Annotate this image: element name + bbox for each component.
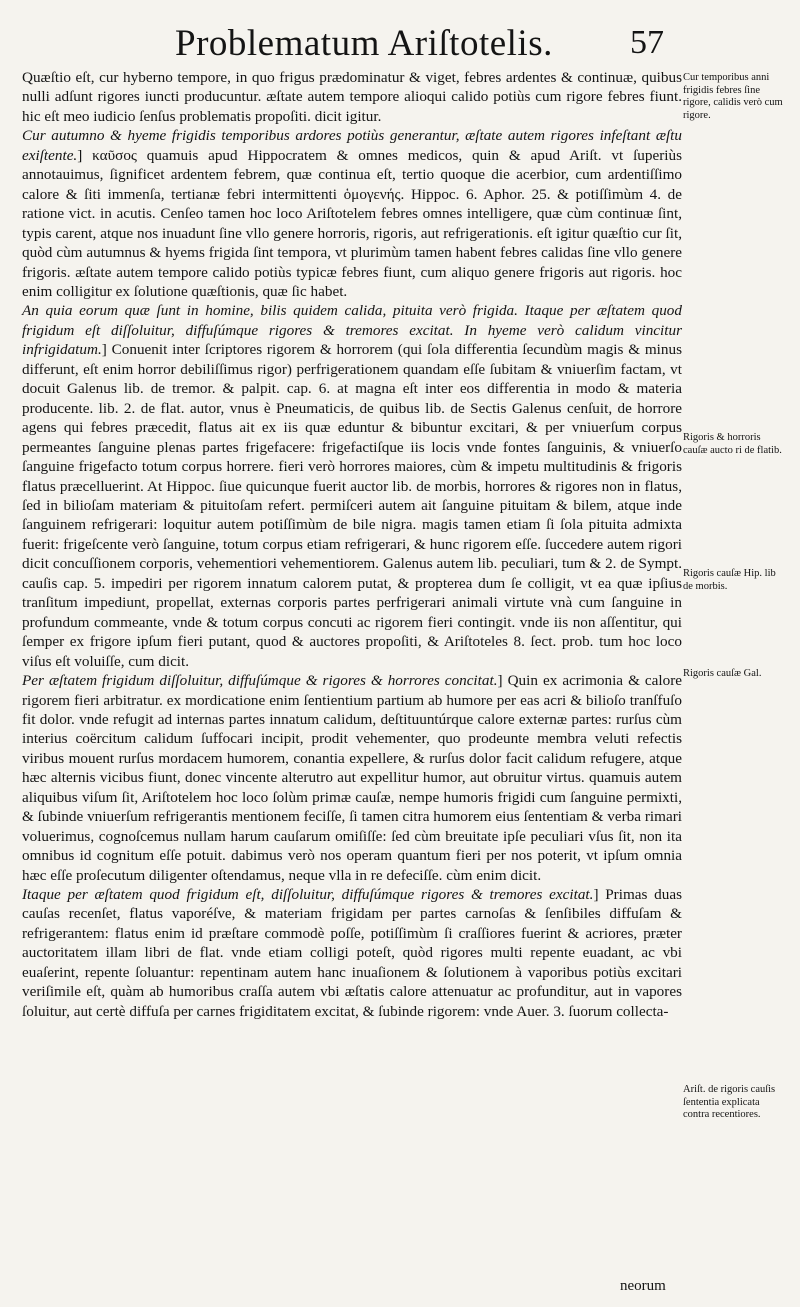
lemma-italic: Cur autumno & hyeme frigidis temporibus ardores potiùs generantur, æſtate autem rigores infeſtant æſtu exiſtente. [22,127,682,164]
margin-note-5: Ariſt. de rigoris cauſis ſententia explicata contra recentiores. [683,1084,776,1120]
lemma-italic: An quia eorum quæ ſunt in homine, bilis quidem calida, pituita verò frigida. Itaque per æſtatem quod frigidum eſt diſſoluitur, diffuſúmque rigores & tremores excitat. In hyeme verò calidum vincitur infrigidatum. [22,302,682,359]
paragraph-3 [22,301,682,671]
paragraph-text: ] καῦσος quamuis apud Hippocratem & omnes medicos, quin & apud Ariſt. vt ſuperiùs annotauimus, ſignificet ardentem febrem, quæ continua eſt, tertio quoque die acerbior, cum ardentiſſimo calore & ſiti immenſa, tertianæ febri intermittenti ὁμογενής. Hippoc. 6. Aphor. 25. & potiſſimùm 4. de ratione vict. in acutis. Cenſeo tamen hoc loco Ariſtotelem febres omnes intelligere, quæ cùm continuæ ſint, typis carent, atque nos inuadunt ſine vllo genere horroris, rigoris, aut refrigerationis. eſt igitur quæſtio cur ſit, quòd cùm autumnus & hyems frigida ſint tempora, vt plurimùm tamen habent febres calidas ſine vllo genere frigoris. æſtate autem tempore calido potiùs typicæ febres fiunt, cum aliquo genere frigoris aut rigoris. hoc enim colligitur ex ſolutione quæſtionis, quæ ſic habet. [22,146,682,300]
paragraph-text: ] Conuenit inter ſcriptores rigorem & horrorem (qui ſola differentia ſecundùm magis & minus differunt, eſt enim horror debiliſſimus rigor) perfrigerationem quandam eſſe ſubitam & vniuerſim factam, vt docuit Galenus lib. de tremor. & palpit. cap. 6. at magna eſt inter eos differentia in modo & materia producente. lib. 2. de flat. autor, vnus è Pneumaticis, de quibus lib. de Sectis Galenus cenſuit, de horrore agens qui febres præcedit, flatus ait ex iis quæ eduntur & bibuntur excitari, & per vniuerſum corpus permeantes ſanguine plenas partes frigefacere: frigefactiſque iis locis vnde fontes ſanguinis, & vniuerſo ſanguine frigefacto totum corpus horrere. fieri verò horrores maiores, cùm & impetu multitudinis & frigoris flatus præcelluerint. At Hippoc. ſiue quicunque fuerit auctor lib. de morbis, horrores & rigores non in flatus, ſed in bilioſam materiam & pituitoſam refert. permiſceri autem ait ſanguine pituitam & bilem, atque inde ſanguinem refrigerari: loquitur autem potiſſimùm de bile nigra. magis tamen etiam ſi ſola pituita admixta fuerit: frigeſcente verò ſanguine, totum corpus etiam refrigerari, & hunc rigorem eſſe. ſuccedere autem rigori dicit concuſſionem corporis, vehementiori vehementiorem. Galenus autem lib. peculiari, tum & 2. de Sympt. cauſis cap. 5. impediri per rigorem innatum calorem putat, & propterea dum ſe colligit, vt ea quæ ipſius tranſitum impediunt, propellat, externas corporis partes perfrigerari animali virtute vnà cum ſanguine in profundum commeante, vnde & totum corpus concuti ac rigorem fieri contingit. vnde iis non aſſentitur, qui ſemper ex frigore ipſum fieri putant, quod & auctores propoſiti, & Ariſtoteles 8. ſect. prob. tum hoc loco viſus eſt voluiſſe, cum dicit. [22,341,682,670]
paragraph-text: ] Quin ex acrimonia & calore rigorem fieri arbitratur. ex mordicatione enim ſentientium partium ab humore per eas acri & bilioſo tranſfuſo fit dolor. vnde refugit ad internas partes innatum calidum, deſtituuntúrque calore externæ partes: rurſus cùm interius coërcitum calidum ſuffocari incipit, prodit vehementer, quo prodeunte membra veluti refectis viribus mouent rurſus mordacem humorem, conantia expellere, & rurſus dolor facit calidum refugere, atque hæc alternis vicibus fiunt, donec vincente alterutro aut expellitur humor, aut obruitur virtus. quamuis autem aliquibus viſum ſit, Ariſtotelem hoc loco ſolùm primæ cauſæ, nempe humoris frigidi cum ſanguine permixti, & ſubinde vniuerſum refrigerantis mentionem feciſſe, ſi tamen citra humorem eius ſententiam & verba rimari voluerimus, cognoſcemus nullam harum cauſarum omiſiſſe: ſed cùm breuitate ipſe peculiari vſus ſit, non ita omnibus id cognitum eſſe potuit. dabimus verò nos operam quantum fieri per nos poterit, vt ipſum omnia hæc eſſe proſecutum diligenter oſtendamus, neque vlla in re defeciſſe. cùm enim dicit. [22,672,682,884]
margin-note-1: Cur temporibus anni frigidis febres ſine rigore, calidis verò cum rigore. [683,72,783,121]
paragraph-5 [22,885,682,1021]
lemma-italic: Itaque per æſtatem quod frigidum eſt, diſſoluitur, diffuſúmque rigores & tremores excitat. [22,886,594,904]
paragraph-2 [22,126,682,301]
page-number: 57 [630,24,664,61]
paragraph-text: ] Primas duas cauſas recenſet, flatus vaporéſve, & materiam frigidam per partes carnoſas & ſenſibiles diffuſam & refrigerantem: flatus enim id præſtare commodè poſſe, potiſſimùm ſi craſſiores fuerint & acriores, præter auctoritatem illam libri de flat. vnde etiam colligi poteſt, quòd rigores multi repente euadant, ac vbi euaſerint, repente ſoluantur: repentinam autem hanc inuaſionem & ſolutionem à vaporibus potiùs excitari veriſimile eſt, quàm ab humoribus craſſa autem vbi æſtatis calore attenuatur ac profunditur, aut in vapores ſoluitur, aut certè diffuſa per carnes frigiditatem excitat, & ſubinde rigorem: vnde Auer. 3. ſuorum collecta- [22,886,682,1020]
paragraph-text: Quæſtio eſt, cur hyberno tempore, in quo frigus prædominatur & viget, febres ardentes & continuæ, quibus nulli adſunt rigores iuncti producuntur. æſtate autem tempore alioqui calido potiùs cum rigore febres fiunt. hic eſt meo iudicio ſenſus problematis propoſiti. dicit igitur. [22,69,682,125]
running-title: Problematum Ariſtotelis. [175,23,553,64]
margin-note-3: Rigoris cauſæ Hip. lib de morbis. [683,568,776,592]
margin-note-4: Rigoris cauſæ Gal. [683,668,762,679]
lemma-italic: Per æſtatem frigidum diſſoluitur, diffuſúmque & rigores & horrores concitat. [22,672,498,690]
paragraph-4 [22,671,682,885]
paragraph-1 [22,68,682,126]
page-header [0,22,800,68]
main-text-column [22,68,682,1021]
margin-note-2: Rigoris & horroris cauſæ aucto ri de flatib. [683,432,782,456]
catchword: neorum [620,1278,666,1294]
